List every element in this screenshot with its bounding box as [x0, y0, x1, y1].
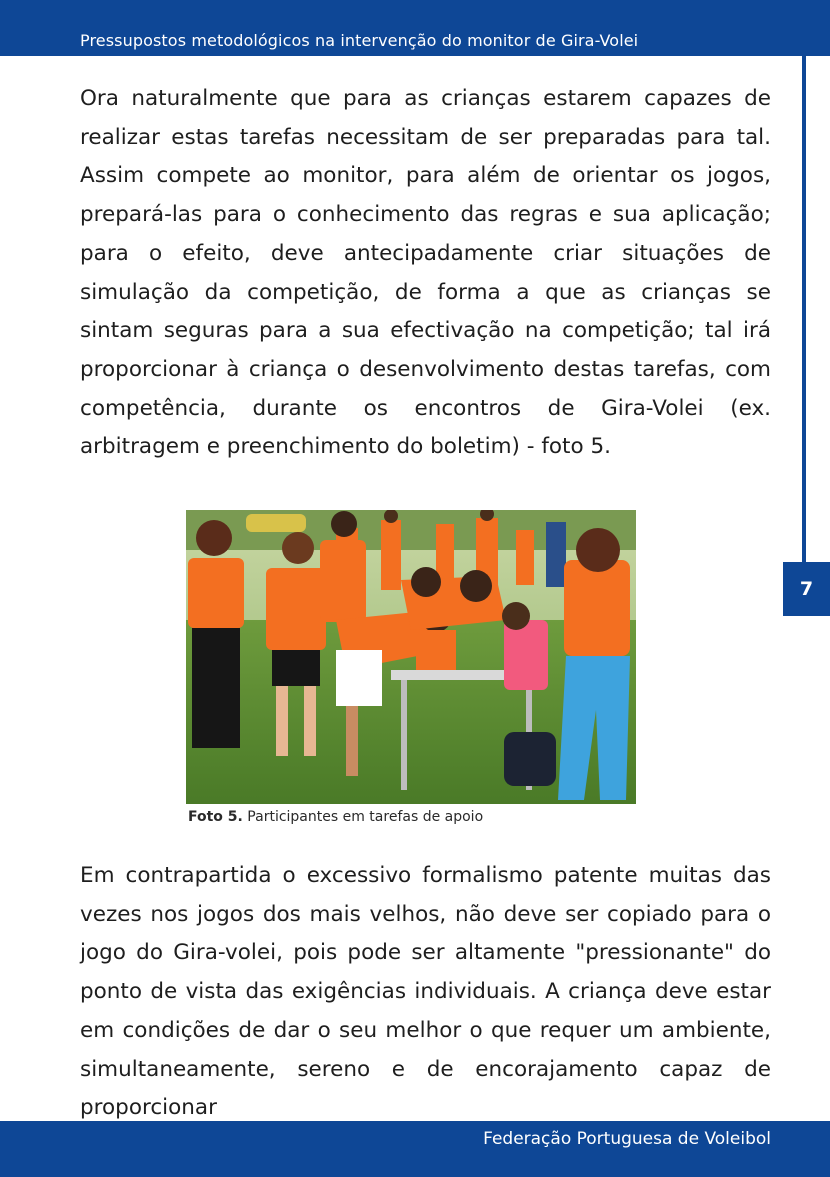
page-number-tab	[783, 562, 830, 616]
side-rule	[802, 56, 806, 562]
photo-participants	[186, 510, 636, 804]
running-title: Pressupostos metodológicos na intervenção do monitor de Gira-Volei	[80, 31, 639, 50]
footer-publisher: Federação Portuguesa de Voleibol	[483, 1129, 771, 1149]
caption-label: Foto 5.	[188, 809, 243, 825]
photo-caption	[188, 809, 483, 825]
page-footer	[0, 1121, 830, 1177]
body-paragraph-1: Ora naturalmente que para as crianças estarem capazes de realizar estas tarefas necessitam de ser preparadas para tal. Assim compete ao monitor, para além de orientar os jogos, prepará-las para o conhecimento das regras e sua aplicação; para o efeito, deve antecipadamente criar situações de simulação da competição, de forma a que as crianças se sintam seguras para a sua efectivação na competição; tal irá proporcionar à criança o desenvolvimento destas tarefas, com competência, durante os encontros de Gira-Volei (ex. arbitragem e preenchimento do boletim) - foto 5.	[80, 86, 771, 460]
page-header	[0, 0, 830, 56]
body-paragraph-2: Em contrapartida o excessivo formalismo patente muitas das vezes nos jogos dos mais velhos, não deve ser copiado para o jogo do Gira-volei, pois pode ser altamente "pressionante" do ponto de vista das exigências individuais. A criança deve estar em condições de dar o seu melhor o que requer um ambiente, simultaneamente, sereno e de encorajamento capaz de proporcionar	[80, 863, 771, 1121]
page-number: 7	[799, 578, 814, 600]
caption-text: Participantes em tarefas de apoio	[242, 809, 484, 825]
